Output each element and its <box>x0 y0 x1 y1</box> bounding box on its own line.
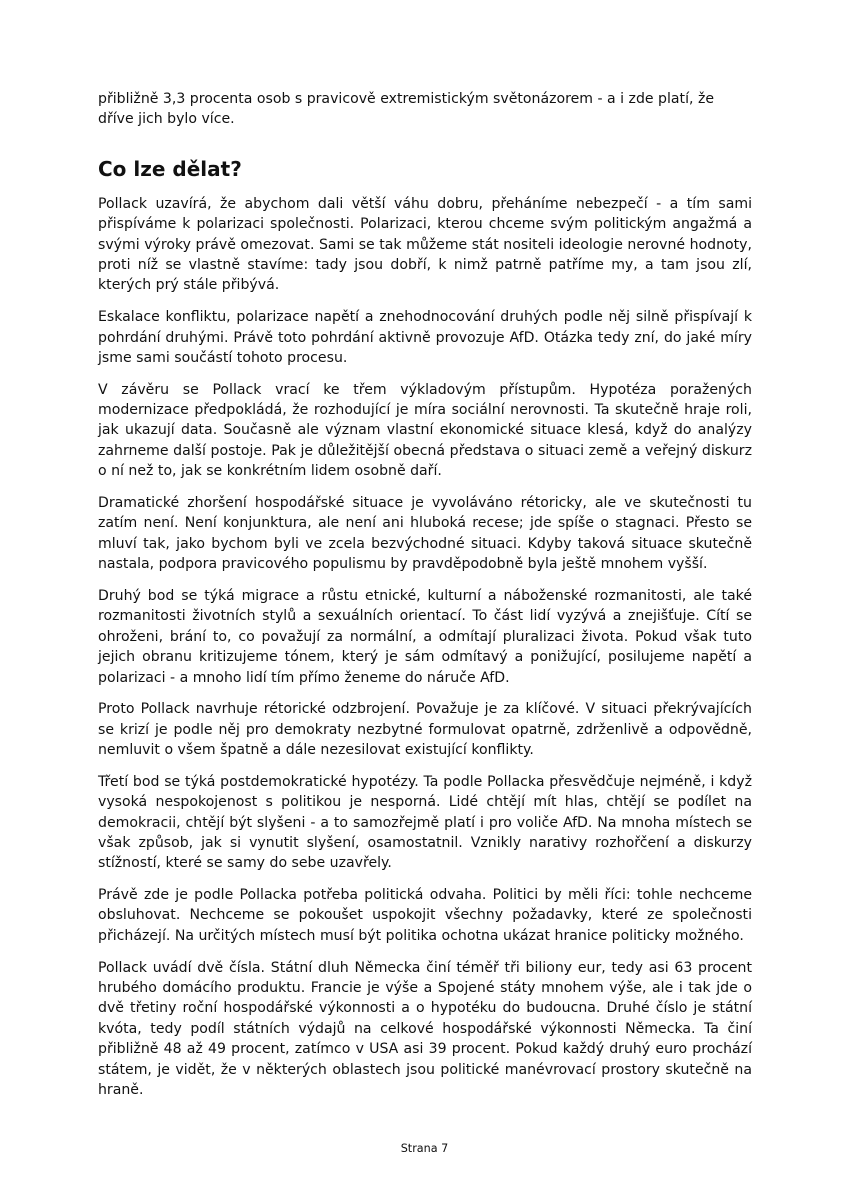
body-paragraph: V závěru se Pollack vrací ke třem výkladovým přístupům. Hypotéza poražených modernizace předpokládá, že rozhodující je míra sociální nerovnosti. Ta skutečně hraje roli, jak ukazují data. Současně ale význam vlastní ekonomické situace klesá, když do analýzy zahrneme další postoje. Pak je důležitější obecná představa o situaci země a veřejný diskurz o ní než to, jak se konkrétním lidem osobně daří. <box>98 381 752 480</box>
document-page <box>98 89 752 1112</box>
section-heading: Co lze dělat? <box>98 156 242 181</box>
body-paragraph: Pollack uvádí dvě čísla. Státní dluh Německa činí téměř tři biliony eur, tedy asi 63 procent hrubého domácího produktu. Francie je výše a Spojené státy mnohem výše, ale i tak jde o dvě třetiny roční hospodářské výkonnosti a o hypotéku do budoucna. Druhé číslo je státní kvóta, tedy podíl státních výdajů na celkové hospodářské výkonnosti Německa. Ta činí přibližně 48 až 49 procent, zatímco v USA asi 39 procent. Pokud každý druhý euro prochází státem, je vidět, že v některých oblastech jsou politické manévrovací prostory skutečně na hraně. <box>98 959 752 1099</box>
lead-paragraph: přibližně 3,3 procenta osob s pravicově extremistickým světonázorem - a i zde platí, že dříve jich bylo více. <box>98 91 715 128</box>
body-paragraph: Druhý bod se týká migrace a růstu etnické, kulturní a náboženské rozmanitosti, ale také rozmanitosti životních stylů a sexuálních orientací. To část lidí vyzývá a znejišťuje. Cítí se ohroženi, brání to, co považují za normální, a odmítají pluralizaci života. Pokud však tuto jejich obranu kritizujeme tónem, který je sám odmítavý a ponižující, posilujeme napětí a polarizaci - a mnoho lidí tím přímo ženeme do náruče AfD. <box>98 587 752 686</box>
page-number: Strana 7 <box>400 1142 449 1155</box>
body-paragraph: Třetí bod se týká postdemokratické hypotézy. Ta podle Pollacka přesvědčuje nejméně, i když vysoká nespokojenost s politikou je nesporná. Lidé chtějí mít hlas, chtějí se podílet na demokracii, chtějí být slyšeni - a to samozřejmě platí i pro voliče AfD. Na mnoha místech se však způsob, jak si vynutit slyšení, osamostatnil. Vznikly narativy rozhořčení a diskurzy stížností, které se samy do sebe uzavřely. <box>98 773 752 872</box>
body-paragraph: Dramatické zhoršení hospodářské situace je vyvoláváno rétoricky, ale ve skutečnosti tu zatím není. Není konjunktura, ale není ani hluboká recese; jde spíše o stagnaci. Přesto se mluví tak, jako bychom byli ve zcela bezvýchodné situaci. Kdyby taková situace skutečně nastala, podpora pravicového populismu by pravděpodobně byla ještě mnohem vyšší. <box>98 494 752 573</box>
body-paragraph: Pollack uzavírá, že abychom dali větší váhu dobru, přeháníme nebezpečí - a tím sami přispíváme k polarizaci společnosti. Polarizaci, kterou chceme svým politickým angažmá a svými výroky právě omezovat. Sami se tak můžeme stát nositeli ideologie nerovné hodnoty, proti níž se vlastně stavíme: tady jsou dobří, k nimž patrně patříme my, a tam jsou zlí, kterých prý stále přibývá. <box>98 195 752 294</box>
body-paragraph: Proto Pollack navrhuje rétorické odzbrojení. Považuje je za klíčové. V situaci překrývajících se krizí je podle něj pro demokraty nezbytné formulovat opatrně, zdrženlivě a odpovědně, nemluvit o všem špatně a dále nezesilovat existující konflikty. <box>98 701 752 759</box>
body-paragraph: Eskalace konfliktu, polarizace napětí a znehodnocování druhých podle něj silně přispívají k pohrdání druhými. Právě toto pohrdání aktivně provozuje AfD. Otázka tedy zní, do jaké míry jsme sami součástí tohoto procesu. <box>98 309 752 366</box>
body-paragraph: Právě zde je podle Pollacka potřeba politická odvaha. Politici by měli říci: tohle nechceme obsluhovat. Nechceme se pokoušet uspokojit všechny požadavky, které ze společnosti přicházejí. Na určitých místech musí být politika ochotna ukázat hranice politicky možného. <box>98 887 752 944</box>
